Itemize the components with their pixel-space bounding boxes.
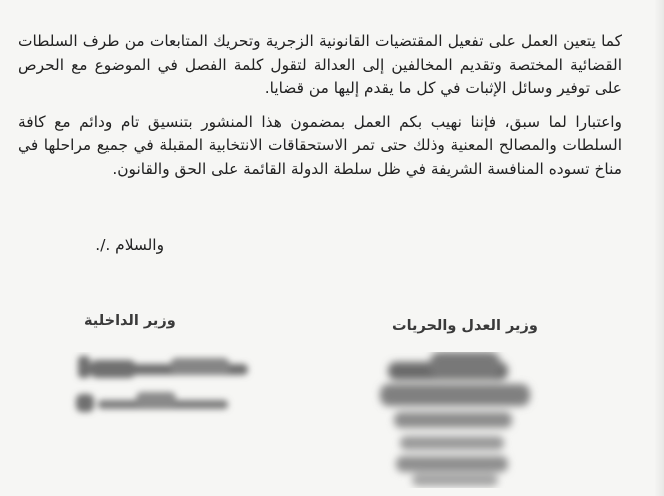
interior-minister-title: وزير الداخلية bbox=[84, 313, 176, 329]
document-body bbox=[18, 30, 622, 182]
page-edge-shadow bbox=[654, 0, 664, 496]
paragraph-coordination: واعتبارا لما سبق، فإننا نهيب بكم العمل بمضمون هذا المنشور بتنسيق تام ودائم مع كافة السلطات والمصالح المعنية وذلك حتى تمر الاستحقاقات الانتخابية المقبلة في جميع مراحلها في مناخ تسوده المنافسة الشريفة في ظل سلطة الدولة القائمة على الحق والقانون. bbox=[18, 112, 622, 178]
justice-minister-signature bbox=[360, 352, 550, 488]
closing-salutation: والسلام ./. bbox=[95, 236, 164, 254]
justice-minister-title: وزير العدل والحريات bbox=[392, 318, 538, 334]
paragraph-enforcement: كما يتعين العمل على تفعيل المقتضيات القانونية الزجرية وتحريك المتابعات من طرف السلطات القضائية المختصة وتقديم المخالفين إلى العدالة لتقول كلمة الفصل في الموضوع مع الحرص على توفير وسائل الإثبات في كل ما يقدم إليها من قضايا. bbox=[18, 32, 622, 98]
interior-minister-signature bbox=[60, 352, 260, 427]
